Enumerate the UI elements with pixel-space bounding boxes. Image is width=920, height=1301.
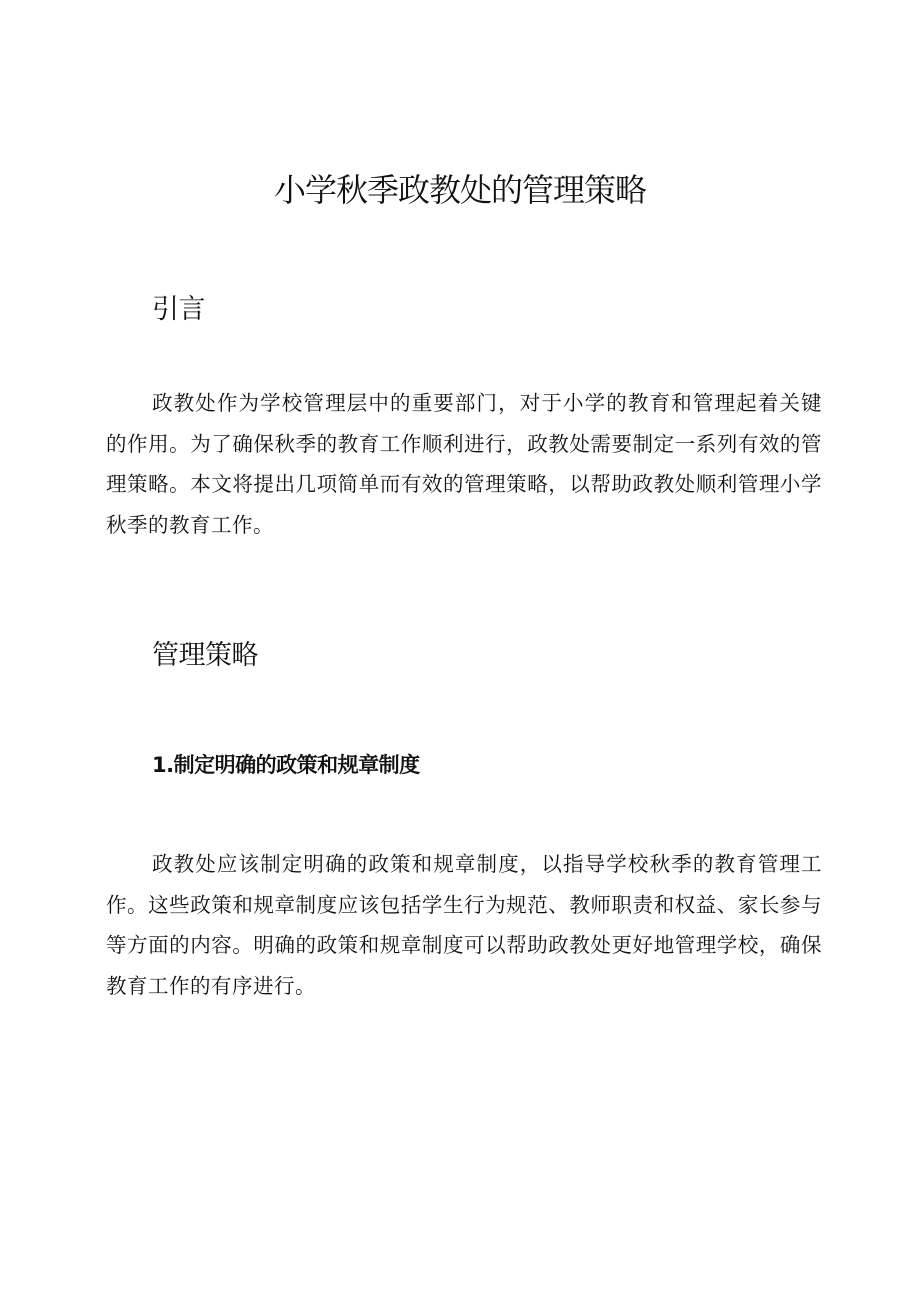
intro-paragraph: 政教处作为学校管理层中的重要部门，对于小学的教育和管理起着关键的作用。为了确保秋季的教育工作顺利进行，政教处需要制定一系列有效的管理策略。本文将提出几项简单而有效的管理策略，以帮助政教处顺利管理小学秋季的教育工作。 bbox=[106, 391, 822, 537]
subsection-heading-policy: 1.制定明确的政策和规章制度 bbox=[152, 753, 420, 777]
policy-paragraph: 政教处应该制定明确的政策和规章制度，以指导学校秋季的教育管理工作。这些政策和规章制度应该包括学生行为规范、教师职责和权益、家长参与等方面的内容。明确的政策和规章制度可以帮助政教处更好地管理学校，确保教育工作的有序进行。 bbox=[106, 852, 822, 998]
document-title: 小学秋季政教处的管理策略 bbox=[273, 171, 646, 209]
section-heading-intro: 引言 bbox=[152, 294, 205, 325]
section-heading-strategies: 管理策略 bbox=[152, 640, 258, 671]
